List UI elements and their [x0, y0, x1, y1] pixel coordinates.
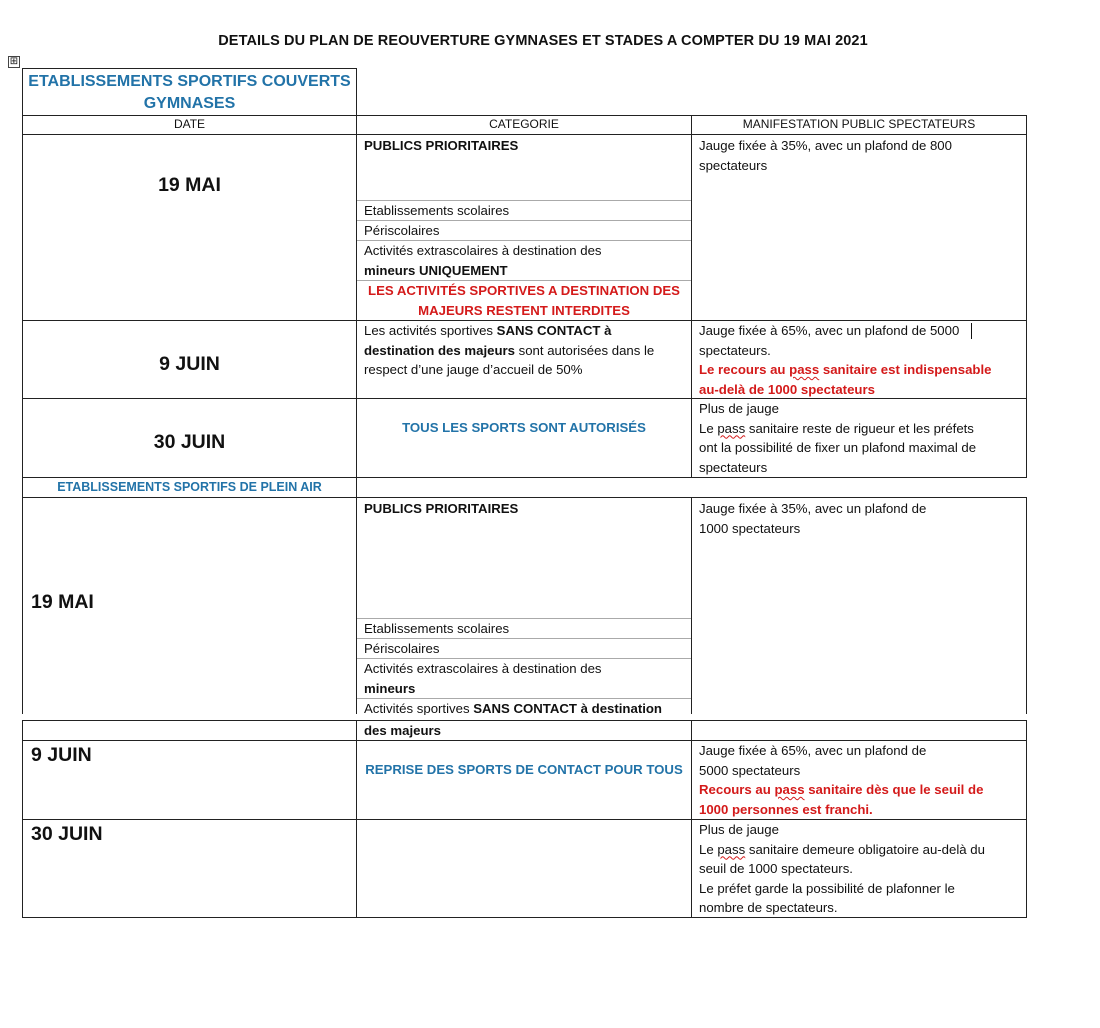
outdoor-row1-cat-item1: Etablissements scolaires — [357, 618, 691, 638]
indoor-row3-manif-line1: Plus de jauge — [699, 401, 779, 416]
indoor-row1-cat-item3-text: Activités extrascolaires à destination des — [364, 243, 602, 258]
outdoor-row2-date-cell — [22, 740, 357, 820]
column-header-categorie: CATEGORIE — [356, 115, 692, 135]
outdoor-row2-manif-red1 — [699, 780, 1019, 800]
indoor-row1-cat-title: PUBLICS PRIORITAIRES — [364, 138, 519, 153]
indoor-row2-date: 9 JUIN — [159, 353, 220, 375]
indoor-row2-cat-bold1: SANS CONTACT à — [496, 323, 612, 338]
outdoor-row1-cat-item3-bold: mineurs — [364, 680, 416, 696]
outdoor-row3-manif-line3: seuil de 1000 spectateurs. — [699, 861, 853, 876]
indoor-row1-cat-warning — [357, 280, 691, 320]
indoor-row2-cat-line2 — [364, 341, 684, 361]
outdoor-row2-manif-red1b: pass — [774, 782, 805, 797]
indoor-row1-manif-line1: Jauge fixée à 35%, avec un plafond de 800 — [699, 138, 952, 153]
indoor-row3-manif-line2b: pass — [717, 420, 746, 436]
indoor-row3-manif-line2 — [699, 419, 1019, 439]
indoor-row2-manif-red1 — [699, 360, 1019, 380]
outdoor-heading: ETABLISSEMENTS SPORTIFS DE PLEIN AIR — [22, 477, 357, 498]
indoor-row3-categorie: TOUS LES SPORTS SONT AUTORISÉS — [402, 420, 646, 435]
indoor-row3-manif-text — [692, 399, 1026, 477]
indoor-row1-categorie-cell — [356, 134, 692, 321]
outdoor-row2-manif-red2: 1000 personnes est franchi. — [699, 801, 873, 817]
indoor-row2-manif-line2: spectateurs. — [699, 342, 771, 358]
indoor-row1-cat-warning-line1: LES ACTIVITÉS SPORTIVES A DESTINATION DES — [368, 283, 680, 298]
indoor-row1-cat-item1: Etablissements scolaires — [357, 200, 691, 220]
indoor-row3-date: 30 JUIN — [153, 431, 226, 453]
indoor-row2-manif-red2: au-delà de 1000 spectateurs — [699, 381, 875, 397]
outdoor-row3-manif-line1: Plus de jauge — [699, 822, 779, 837]
column-header-manifestation: MANIFESTATION PUBLIC SPECTATEURS — [691, 115, 1027, 135]
text-cursor — [971, 323, 972, 339]
indoor-row2-cat-line3: respect d’une jauge d’accueil de 50% — [364, 362, 583, 377]
outdoor-row1-cat-item2: Périscolaires — [357, 638, 691, 658]
indoor-row1-manif-text — [692, 136, 1026, 175]
outdoor-continuation-manif-cell — [691, 720, 1027, 741]
outdoor-row1-cat-item3-text: Activités extrascolaires à destination des — [364, 661, 602, 676]
indoor-row2-manif-cell — [691, 320, 1027, 399]
indoor-row2-manif-line1: Jauge fixée à 65%, avec un plafond de 5000 — [699, 323, 960, 338]
indoor-heading-line2: GYMNASES — [143, 95, 236, 112]
indoor-row1-cat-warning-line2: MAJEURS RESTENT INTERDITES — [418, 302, 630, 318]
indoor-row3-categorie-cell — [356, 398, 692, 478]
indoor-row2-categorie-cell — [356, 320, 692, 399]
outdoor-row1-cat-title: PUBLICS PRIORITAIRES — [364, 501, 519, 516]
outdoor-row2-manif-red1a: Recours au — [699, 782, 775, 797]
outdoor-row1-cat-item3 — [357, 658, 691, 698]
outdoor-continuation-categorie-cell — [356, 720, 692, 741]
indoor-row3-date-cell — [22, 398, 357, 478]
indoor-row2-date-cell — [22, 320, 357, 399]
outdoor-row3-manif-line2 — [699, 840, 1019, 860]
indoor-row1-date-cell — [22, 134, 357, 321]
indoor-row3-manif-line3: ont la possibilité de fixer un plafond maximal de — [699, 440, 977, 455]
indoor-row1-cat-item2: Périscolaires — [357, 220, 691, 240]
outdoor-row2-manif-text — [692, 741, 1026, 819]
indoor-row2-manif-red1b: pass — [789, 362, 820, 377]
outdoor-row1-date: 19 MAI — [31, 591, 94, 613]
outdoor-row3-manif-line5: nombre de spectateurs. — [699, 900, 838, 915]
outdoor-row3-date: 30 JUIN — [31, 823, 103, 845]
outdoor-row2-manif-line1: Jauge fixée à 65%, avec un plafond de — [699, 743, 927, 758]
indoor-row2-manif-red1c: sanitaire est indispensable — [819, 362, 992, 377]
indoor-row2-cat-pre: Les activités sportives — [364, 323, 497, 338]
outdoor-row3-date-cell — [22, 819, 357, 918]
outdoor-row2-categorie: REPRISE DES SPORTS DE CONTACT POUR TOUS — [365, 762, 683, 777]
outdoor-row2-manif-cell — [691, 740, 1027, 820]
outdoor-row2-manif-red1c: sanitaire dès que le seuil de — [804, 782, 984, 797]
outdoor-row3-manif-line2c: sanitaire demeure obligatoire au-delà du — [745, 841, 985, 857]
column-header-date: DATE — [22, 115, 357, 135]
document-title: DETAILS DU PLAN DE REOUVERTURE GYMNASES ET STADES A COMPTER DU 19 MAI 2021 — [218, 33, 868, 49]
outdoor-row2-manif-line2: 5000 spectateurs — [699, 762, 801, 778]
outdoor-row1-manif-cell — [691, 497, 1027, 714]
outdoor-row3-manif-text — [692, 820, 1026, 918]
indoor-row1-cat-item3 — [357, 240, 691, 280]
outdoor-row1-manif-text — [692, 499, 1026, 538]
outdoor-row1-manif-line2: 1000 spectateurs — [699, 520, 801, 536]
indoor-row1-date: 19 MAI — [158, 174, 221, 196]
indoor-row3-manif-line2a: Le — [699, 420, 718, 436]
outdoor-row3-manif-line2a: Le — [699, 841, 718, 857]
indoor-row1-cat-item3-bold: mineurs UNIQUEMENT — [364, 262, 508, 278]
outdoor-continuation-date-cell — [22, 720, 357, 741]
indoor-row2-cat-text — [357, 321, 691, 380]
indoor-row2-manif-text — [692, 321, 1026, 399]
indoor-row2-cat-line1 — [364, 321, 684, 341]
indoor-heading-line1: ETABLISSEMENTS SPORTIFS COUVERTS — [28, 73, 351, 90]
outdoor-row3-categorie-cell — [356, 819, 692, 918]
outdoor-row1-date-cell — [22, 497, 357, 714]
indoor-row3-manif-cell — [691, 398, 1027, 478]
indoor-row1-manif-cell — [691, 134, 1027, 321]
indoor-row3-manif-line4: spectateurs — [699, 459, 768, 475]
indoor-row2-manif-red1a: Le recours au — [699, 362, 790, 377]
indoor-row2-cat-post: sont autorisées dans le — [514, 342, 655, 358]
outdoor-row1-cat-item4 — [357, 698, 691, 715]
indoor-row1-manif-line2: spectateurs — [699, 157, 768, 173]
outdoor-row3-manif-line2b: pass — [717, 841, 746, 857]
outdoor-row1-cat-item4-pre: Activités sportives — [364, 701, 474, 715]
indoor-row3-manif-line2c: sanitaire reste de rigueur et les préfets — [745, 420, 974, 436]
outdoor-row2-date: 9 JUIN — [31, 744, 92, 766]
outdoor-row2-categorie-cell — [356, 740, 692, 820]
indoor-row2-cat-bold2: destination des majeurs — [364, 342, 515, 358]
outdoor-row3-manif-line4: Le préfet garde la possibilité de plafonner le — [699, 880, 955, 896]
outdoor-row1-manif-line1: Jauge fixée à 35%, avec un plafond de — [699, 501, 927, 516]
outdoor-row1-cat-item4-bold: SANS CONTACT à destination — [473, 701, 662, 715]
outdoor-row1-categorie-cell — [356, 497, 692, 714]
outdoor-row3-manif-cell — [691, 819, 1027, 918]
outdoor-row1-cat-item4-cont: des majeurs — [364, 723, 441, 738]
table-move-handle-icon[interactable]: ⊞ — [9, 56, 19, 67]
indoor-heading-cell — [22, 68, 357, 116]
